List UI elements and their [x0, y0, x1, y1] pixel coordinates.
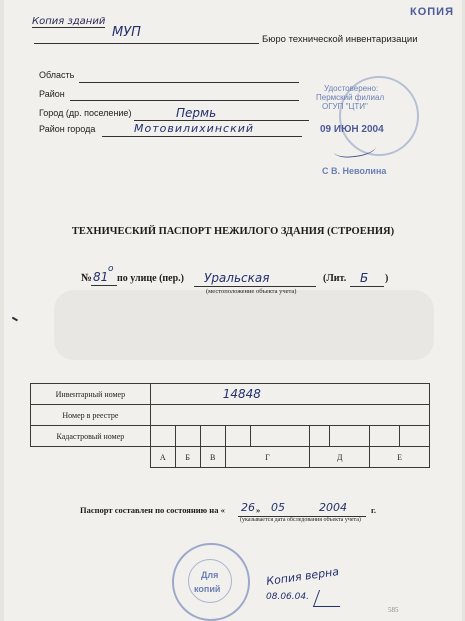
field-city-label: Город (др. поселение)	[39, 108, 132, 118]
number-line	[91, 285, 117, 286]
number-prefix: №	[81, 272, 93, 284]
compiled-suffix: г.	[371, 505, 377, 515]
compiled-caption: (указывается дата обследования объекта учета)	[240, 517, 361, 523]
table-row	[31, 384, 430, 405]
stamp-line3: ОГУП "ЦТИ"	[322, 102, 368, 111]
lit-suffix: )	[385, 273, 389, 284]
table-row	[31, 447, 430, 468]
row-label-inventory: Инвентарный номер	[31, 384, 151, 405]
inventory-number-cell	[150, 384, 429, 405]
column-letter: А	[150, 447, 175, 468]
faint-watermark	[54, 290, 434, 360]
cadastral-cell	[150, 426, 175, 447]
compiled-year: 2004	[319, 501, 347, 514]
field-city-line	[134, 120, 309, 121]
inventory-number: 14848	[222, 387, 261, 401]
compiled-prefix: Паспорт составлен по состоянию на «	[80, 505, 225, 515]
bottom-stamp-line1: Для	[201, 570, 219, 580]
building-number: 81	[93, 270, 109, 284]
org-handwritten: МУП	[112, 25, 141, 40]
column-letter: Д	[310, 447, 370, 468]
column-letter: В	[200, 447, 225, 468]
bottom-signature	[313, 590, 346, 607]
compiled-mid: »	[256, 505, 261, 515]
bureau-name: Бюро технической инвентаризации	[262, 34, 418, 45]
stamp-line1: Удостоверено:	[324, 84, 379, 93]
building-number-degree: о	[108, 264, 114, 274]
field-city-value: Пермь	[176, 106, 217, 120]
cadastral-cell	[200, 426, 225, 447]
street-prefix: по улице (пер.)	[117, 273, 185, 284]
cadastral-cell	[400, 426, 430, 447]
column-letter: Б	[175, 447, 200, 468]
field-district-line	[102, 136, 302, 137]
bottom-stamp-line2: копий	[194, 584, 221, 594]
cadastral-cell	[370, 426, 400, 447]
street-value: Уральская	[204, 271, 270, 285]
org-line	[34, 43, 259, 44]
blank-cell	[31, 447, 151, 468]
field-oblast-label: Область	[39, 70, 75, 80]
street-line	[194, 286, 316, 287]
copy-mark: КОПИЯ	[410, 6, 454, 18]
lit-value: Б	[360, 271, 369, 285]
column-letter: Г	[225, 447, 310, 468]
row-label-cadastral: Кадастровый номер	[31, 426, 151, 447]
bottom-note-line2: 08.06.04.	[266, 592, 309, 602]
table-row	[31, 426, 430, 447]
cadastral-cell	[330, 426, 370, 447]
registry-number-cell	[150, 405, 429, 426]
document-title: ТЕХНИЧЕСКИЙ ПАСПОРТ НЕЖИЛОГО ЗДАНИЯ (СТРОЕНИЯ)	[71, 226, 395, 237]
document-page	[4, 0, 462, 621]
row-label-registry: Номер в реестре	[31, 405, 151, 426]
signature-mark	[333, 139, 377, 160]
field-rayon-label: Район	[39, 89, 65, 99]
cadastral-cell	[250, 426, 310, 447]
margin-tick	[12, 317, 18, 321]
table-row	[31, 405, 430, 426]
round-stamp-bottom-inner	[188, 559, 232, 603]
field-rayon-line	[70, 100, 299, 101]
cadastral-cell	[175, 426, 200, 447]
registration-table	[30, 383, 430, 468]
column-letter: Е	[370, 447, 430, 468]
stamp-date: 09 ИЮН 2004	[320, 124, 384, 135]
lit-line	[350, 286, 384, 287]
stamp-signatory: С В. Неволина	[322, 166, 387, 176]
compiled-month: 05	[271, 501, 285, 514]
top-left-scribble: Копия зданий	[32, 16, 106, 27]
bottom-note-line1: Копия верна	[265, 564, 340, 589]
field-district-label: Район города	[39, 124, 96, 134]
stamp-line2: Пермский филиал	[316, 93, 385, 102]
field-oblast-line	[79, 82, 299, 83]
lit-prefix: (Лит.	[323, 273, 347, 284]
cadastral-cell	[225, 426, 250, 447]
compiled-day: 26	[241, 501, 255, 514]
page-corner-number: 585	[388, 606, 399, 614]
cadastral-cell	[310, 426, 330, 447]
street-caption: (местоположение объекта учета)	[206, 288, 297, 295]
field-district-value: Мотовилихинский	[134, 122, 255, 135]
